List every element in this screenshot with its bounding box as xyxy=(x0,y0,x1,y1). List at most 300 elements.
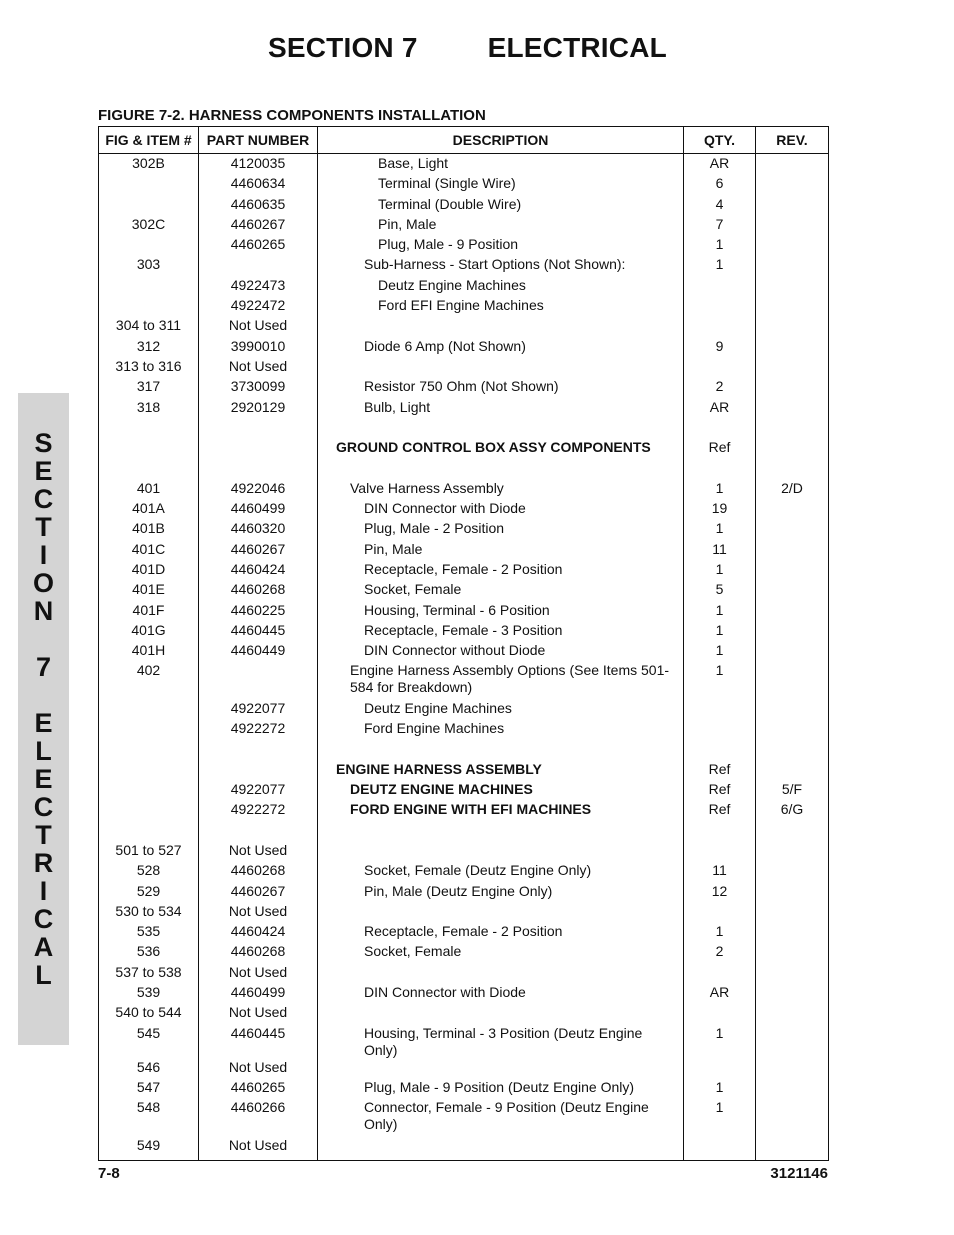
description-cell: Connector, Female - 9 Position (Deutz Engine Only) xyxy=(318,1099,684,1137)
quantity-cell xyxy=(684,720,756,740)
revision-cell xyxy=(756,622,829,642)
table-row xyxy=(99,761,829,781)
side-tab-letter: O xyxy=(32,568,54,598)
side-tab-letter: L xyxy=(35,736,52,766)
item-number-cell: 302C xyxy=(99,216,199,236)
part-number-cell: 4460449 xyxy=(199,642,318,662)
table-row xyxy=(99,903,829,923)
description-cell: Terminal (Single Wire) xyxy=(318,175,684,195)
column-header-part-number: PART NUMBER xyxy=(199,127,318,154)
description-cell xyxy=(318,842,684,862)
item-number-cell: 528 xyxy=(99,862,199,882)
description-cell: Socket, Female xyxy=(318,943,684,963)
item-number-cell: 402 xyxy=(99,662,199,700)
table-header-row xyxy=(99,127,829,154)
table-row xyxy=(99,520,829,540)
table-row xyxy=(99,399,829,419)
quantity-cell: 1 xyxy=(684,1079,756,1099)
description-cell xyxy=(318,459,684,479)
revision-cell xyxy=(756,419,829,439)
description-cell: Valve Harness Assembly xyxy=(318,480,684,500)
item-number-cell xyxy=(99,196,199,216)
revision-cell xyxy=(756,196,829,216)
part-number-cell: 4460266 xyxy=(199,1099,318,1137)
item-number-cell: 304 to 311 xyxy=(99,317,199,337)
item-number-cell: 540 to 544 xyxy=(99,1004,199,1024)
side-tab-letter: L xyxy=(35,960,52,990)
revision-cell xyxy=(756,1004,829,1024)
revision-cell xyxy=(756,338,829,358)
description-cell xyxy=(318,741,684,761)
quantity-cell xyxy=(684,297,756,317)
part-number-cell: 4460225 xyxy=(199,602,318,622)
part-number-cell: 4460499 xyxy=(199,500,318,520)
description-cell: Engine Harness Assembly Options (See Items 501-584 for Breakdown) xyxy=(318,662,684,700)
description-cell: Diode 6 Amp (Not Shown) xyxy=(318,338,684,358)
table-row xyxy=(99,561,829,581)
side-tab-letter: I xyxy=(39,876,48,906)
part-number-cell xyxy=(199,459,318,479)
table-row xyxy=(99,842,829,862)
revision-cell xyxy=(756,277,829,297)
item-number-cell xyxy=(99,700,199,720)
parts-table-body xyxy=(99,154,829,1161)
side-tab-letter: T xyxy=(35,512,52,542)
revision-cell: 6/G xyxy=(756,801,829,821)
description-cell xyxy=(318,1004,684,1024)
revision-cell xyxy=(756,883,829,903)
revision-cell xyxy=(756,741,829,761)
item-number-cell: 317 xyxy=(99,378,199,398)
part-number-cell: 4460424 xyxy=(199,923,318,943)
table-row xyxy=(99,602,829,622)
revision-cell xyxy=(756,297,829,317)
part-number-cell: 4460265 xyxy=(199,236,318,256)
revision-cell xyxy=(756,236,829,256)
part-number-cell xyxy=(199,439,318,459)
table-row xyxy=(99,196,829,216)
item-number-cell xyxy=(99,741,199,761)
quantity-cell: Ref xyxy=(684,781,756,801)
item-number-cell xyxy=(99,720,199,740)
page-number: 7-8 xyxy=(98,1165,120,1182)
document-number: 3121146 xyxy=(770,1165,828,1182)
quantity-cell: Ref xyxy=(684,801,756,821)
table-row xyxy=(99,581,829,601)
part-number-cell: 4460320 xyxy=(199,520,318,540)
description-cell: Receptacle, Female - 2 Position xyxy=(318,923,684,943)
part-number-cell: Not Used xyxy=(199,903,318,923)
table-row xyxy=(99,1079,829,1099)
column-header-qty: QTY. xyxy=(684,127,756,154)
item-number-cell: 547 xyxy=(99,1079,199,1099)
part-number-cell: 4922077 xyxy=(199,781,318,801)
side-tab-letter: E xyxy=(34,764,53,794)
revision-cell xyxy=(756,500,829,520)
revision-cell xyxy=(756,175,829,195)
part-number-cell xyxy=(199,761,318,781)
revision-cell xyxy=(756,943,829,963)
table-row xyxy=(99,236,829,256)
revision-cell xyxy=(756,561,829,581)
item-number-cell xyxy=(99,822,199,842)
description-cell: Housing, Terminal - 6 Position xyxy=(318,602,684,622)
table-row xyxy=(99,1137,829,1161)
section-side-tab xyxy=(18,393,69,1045)
table-row xyxy=(99,862,829,882)
part-number-cell xyxy=(199,741,318,761)
table-row xyxy=(99,277,829,297)
quantity-cell xyxy=(684,419,756,439)
revision-cell xyxy=(756,964,829,984)
description-cell xyxy=(318,1059,684,1079)
part-number-cell: 4460634 xyxy=(199,175,318,195)
quantity-cell: 1 xyxy=(684,1099,756,1137)
table-row xyxy=(99,216,829,236)
description-cell: Sub-Harness - Start Options (Not Shown): xyxy=(318,256,684,276)
side-tab-letter: 7 xyxy=(35,652,52,682)
quantity-cell: AR xyxy=(684,399,756,419)
description-cell: Plug, Male - 9 Position xyxy=(318,236,684,256)
item-number-cell: 536 xyxy=(99,943,199,963)
item-number-cell: 312 xyxy=(99,338,199,358)
quantity-cell: 1 xyxy=(684,480,756,500)
item-number-cell: 401G xyxy=(99,622,199,642)
item-number-cell: 401A xyxy=(99,500,199,520)
quantity-cell xyxy=(684,358,756,378)
quantity-cell: 9 xyxy=(684,338,756,358)
part-number-cell: 3990010 xyxy=(199,338,318,358)
quantity-cell: 7 xyxy=(684,216,756,236)
quantity-cell xyxy=(684,741,756,761)
description-cell: Receptacle, Female - 3 Position xyxy=(318,622,684,642)
table-row xyxy=(99,480,829,500)
item-number-cell: 401F xyxy=(99,602,199,622)
item-number-cell: 313 to 316 xyxy=(99,358,199,378)
table-row xyxy=(99,500,829,520)
description-cell: Bulb, Light xyxy=(318,399,684,419)
table-row xyxy=(99,256,829,276)
quantity-cell: 1 xyxy=(684,256,756,276)
side-tab-letter: I xyxy=(39,540,48,570)
description-cell xyxy=(318,317,684,337)
part-number-cell: 4922077 xyxy=(199,700,318,720)
table-row xyxy=(99,883,829,903)
part-number-cell: Not Used xyxy=(199,317,318,337)
side-tab-letter: R xyxy=(33,848,54,878)
part-number-cell: 4460268 xyxy=(199,862,318,882)
item-number-cell xyxy=(99,277,199,297)
quantity-cell: 4 xyxy=(684,196,756,216)
quantity-cell: 11 xyxy=(684,541,756,561)
part-number-cell: 4460267 xyxy=(199,216,318,236)
description-cell: Deutz Engine Machines xyxy=(318,700,684,720)
description-cell: Terminal (Double Wire) xyxy=(318,196,684,216)
description-cell xyxy=(318,1137,684,1161)
description-cell: Socket, Female (Deutz Engine Only) xyxy=(318,862,684,882)
column-header-item: FIG & ITEM # xyxy=(99,127,199,154)
revision-cell xyxy=(756,602,829,622)
quantity-cell xyxy=(684,1004,756,1024)
section-number: SECTION 7 xyxy=(268,32,418,63)
item-number-cell xyxy=(99,439,199,459)
revision-cell xyxy=(756,700,829,720)
revision-cell xyxy=(756,984,829,1004)
part-number-cell: Not Used xyxy=(199,1059,318,1079)
description-cell: DIN Connector with Diode xyxy=(318,500,684,520)
part-number-cell: 4922272 xyxy=(199,720,318,740)
table-row xyxy=(99,1059,829,1079)
part-number-cell: 3730099 xyxy=(199,378,318,398)
table-row xyxy=(99,175,829,195)
part-number-cell: 4460267 xyxy=(199,883,318,903)
table-row xyxy=(99,297,829,317)
side-tab-letter: T xyxy=(35,820,52,850)
revision-cell xyxy=(756,378,829,398)
item-number-cell: 501 to 527 xyxy=(99,842,199,862)
description-cell: GROUND CONTROL BOX ASSY COMPONENTS xyxy=(318,439,684,459)
quantity-cell xyxy=(684,459,756,479)
revision-cell xyxy=(756,358,829,378)
table-row xyxy=(99,741,829,761)
side-tab-letter: E xyxy=(34,456,53,486)
revision-cell xyxy=(756,1025,829,1059)
side-tab-letter: N xyxy=(33,596,54,626)
table-row xyxy=(99,541,829,561)
quantity-cell xyxy=(684,277,756,297)
side-tab-letter: A xyxy=(33,932,54,962)
part-number-cell: Not Used xyxy=(199,964,318,984)
revision-cell xyxy=(756,842,829,862)
description-cell: Plug, Male - 9 Position (Deutz Engine Only) xyxy=(318,1079,684,1099)
table-row xyxy=(99,801,829,821)
quantity-cell: 1 xyxy=(684,923,756,943)
page-header xyxy=(268,32,667,64)
revision-cell xyxy=(756,541,829,561)
item-number-cell: 401E xyxy=(99,581,199,601)
revision-cell xyxy=(756,439,829,459)
part-number-cell: 4460445 xyxy=(199,1025,318,1059)
revision-cell xyxy=(756,317,829,337)
item-number-cell: 302B xyxy=(99,154,199,176)
part-number-cell: 4922046 xyxy=(199,480,318,500)
description-cell: Housing, Terminal - 3 Position (Deutz Engine Only) xyxy=(318,1025,684,1059)
quantity-cell: 1 xyxy=(684,662,756,700)
description-cell: Socket, Female xyxy=(318,581,684,601)
revision-cell xyxy=(756,399,829,419)
side-tab-letter: C xyxy=(33,904,54,934)
revision-cell xyxy=(756,642,829,662)
quantity-cell xyxy=(684,317,756,337)
item-number-cell xyxy=(99,459,199,479)
description-cell: ENGINE HARNESS ASSEMBLY xyxy=(318,761,684,781)
description-cell: DEUTZ ENGINE MACHINES xyxy=(318,781,684,801)
part-number-cell: 4460499 xyxy=(199,984,318,1004)
quantity-cell xyxy=(684,842,756,862)
side-tab-letter: E xyxy=(34,708,53,738)
quantity-cell xyxy=(684,700,756,720)
part-number-cell: 4460265 xyxy=(199,1079,318,1099)
description-cell: Ford Engine Machines xyxy=(318,720,684,740)
table-row xyxy=(99,923,829,943)
quantity-cell: AR xyxy=(684,154,756,176)
quantity-cell: 1 xyxy=(684,1025,756,1059)
item-number-cell: 546 xyxy=(99,1059,199,1079)
revision-cell xyxy=(756,903,829,923)
revision-cell xyxy=(756,1079,829,1099)
description-cell xyxy=(318,358,684,378)
item-number-cell xyxy=(99,236,199,256)
quantity-cell: Ref xyxy=(684,439,756,459)
quantity-cell xyxy=(684,903,756,923)
table-row xyxy=(99,419,829,439)
item-number-cell xyxy=(99,781,199,801)
quantity-cell: 1 xyxy=(684,622,756,642)
description-cell: Pin, Male xyxy=(318,541,684,561)
parts-table xyxy=(98,126,829,1161)
quantity-cell: 1 xyxy=(684,561,756,581)
part-number-cell: 4460268 xyxy=(199,943,318,963)
part-number-cell: 4460635 xyxy=(199,196,318,216)
item-number-cell: 530 to 534 xyxy=(99,903,199,923)
description-cell: Ford EFI Engine Machines xyxy=(318,297,684,317)
item-number-cell: 548 xyxy=(99,1099,199,1137)
description-cell: Receptacle, Female - 2 Position xyxy=(318,561,684,581)
revision-cell xyxy=(756,822,829,842)
side-tab-letter: S xyxy=(34,428,53,458)
part-number-cell: 2920129 xyxy=(199,399,318,419)
item-number-cell: 401D xyxy=(99,561,199,581)
table-row xyxy=(99,964,829,984)
description-cell: FORD ENGINE WITH EFI MACHINES xyxy=(318,801,684,821)
part-number-cell: 4460424 xyxy=(199,561,318,581)
item-number-cell: 537 to 538 xyxy=(99,964,199,984)
table-row xyxy=(99,622,829,642)
revision-cell xyxy=(756,520,829,540)
item-number-cell: 401C xyxy=(99,541,199,561)
revision-cell xyxy=(756,923,829,943)
table-row xyxy=(99,1025,829,1059)
description-cell: Pin, Male (Deutz Engine Only) xyxy=(318,883,684,903)
revision-cell xyxy=(756,761,829,781)
quantity-cell xyxy=(684,964,756,984)
quantity-cell: AR xyxy=(684,984,756,1004)
item-number-cell: 545 xyxy=(99,1025,199,1059)
table-row xyxy=(99,822,829,842)
quantity-cell: 1 xyxy=(684,520,756,540)
part-number-cell: 4922472 xyxy=(199,297,318,317)
part-number-cell: 4922473 xyxy=(199,277,318,297)
part-number-cell: 4460267 xyxy=(199,541,318,561)
revision-cell xyxy=(756,154,829,176)
table-row xyxy=(99,317,829,337)
part-number-cell xyxy=(199,419,318,439)
item-number-cell: 401 xyxy=(99,480,199,500)
revision-cell xyxy=(756,1059,829,1079)
revision-cell xyxy=(756,1099,829,1137)
table-row xyxy=(99,358,829,378)
quantity-cell: Ref xyxy=(684,761,756,781)
table-row xyxy=(99,439,829,459)
item-number-cell xyxy=(99,297,199,317)
revision-cell xyxy=(756,862,829,882)
description-cell: Plug, Male - 2 Position xyxy=(318,520,684,540)
item-number-cell xyxy=(99,801,199,821)
part-number-cell: Not Used xyxy=(199,842,318,862)
table-row xyxy=(99,154,829,176)
item-number-cell: 535 xyxy=(99,923,199,943)
table-row xyxy=(99,700,829,720)
revision-cell xyxy=(756,1137,829,1161)
description-cell: DIN Connector with Diode xyxy=(318,984,684,1004)
description-cell: Base, Light xyxy=(318,154,684,176)
revision-cell xyxy=(756,581,829,601)
part-number-cell: Not Used xyxy=(199,1004,318,1024)
column-header-rev: REV. xyxy=(756,127,829,154)
table-row xyxy=(99,642,829,662)
table-row xyxy=(99,720,829,740)
side-tab-letters xyxy=(18,429,69,989)
revision-cell xyxy=(756,720,829,740)
description-cell: Resistor 750 Ohm (Not Shown) xyxy=(318,378,684,398)
description-cell xyxy=(318,419,684,439)
quantity-cell: 1 xyxy=(684,602,756,622)
figure-title: FIGURE 7-2. HARNESS COMPONENTS INSTALLATION xyxy=(98,107,486,124)
quantity-cell: 1 xyxy=(684,236,756,256)
table-row xyxy=(99,781,829,801)
item-number-cell: 529 xyxy=(99,883,199,903)
item-number-cell: 539 xyxy=(99,984,199,1004)
item-number-cell xyxy=(99,419,199,439)
column-header-description: DESCRIPTION xyxy=(318,127,684,154)
table-row xyxy=(99,378,829,398)
table-row xyxy=(99,943,829,963)
quantity-cell: 5 xyxy=(684,581,756,601)
table-row xyxy=(99,1004,829,1024)
revision-cell: 5/F xyxy=(756,781,829,801)
description-cell xyxy=(318,822,684,842)
description-cell: Pin, Male xyxy=(318,216,684,236)
part-number-cell: Not Used xyxy=(199,358,318,378)
part-number-cell: Not Used xyxy=(199,1137,318,1161)
quantity-cell: 2 xyxy=(684,378,756,398)
section-title: ELECTRICAL xyxy=(487,32,667,63)
revision-cell: 2/D xyxy=(756,480,829,500)
part-number-cell: 4460445 xyxy=(199,622,318,642)
quantity-cell xyxy=(684,1137,756,1161)
item-number-cell: 303 xyxy=(99,256,199,276)
part-number-cell xyxy=(199,822,318,842)
item-number-cell: 318 xyxy=(99,399,199,419)
quantity-cell: 19 xyxy=(684,500,756,520)
item-number-cell: 549 xyxy=(99,1137,199,1161)
side-tab-letter: C xyxy=(33,792,54,822)
description-cell: Deutz Engine Machines xyxy=(318,277,684,297)
part-number-cell xyxy=(199,662,318,700)
quantity-cell xyxy=(684,822,756,842)
item-number-cell: 401H xyxy=(99,642,199,662)
item-number-cell xyxy=(99,761,199,781)
revision-cell xyxy=(756,256,829,276)
table-row xyxy=(99,984,829,1004)
part-number-cell xyxy=(199,256,318,276)
quantity-cell: 12 xyxy=(684,883,756,903)
quantity-cell xyxy=(684,1059,756,1079)
table-row xyxy=(99,338,829,358)
quantity-cell: 1 xyxy=(684,642,756,662)
description-cell xyxy=(318,903,684,923)
part-number-cell: 4922272 xyxy=(199,801,318,821)
